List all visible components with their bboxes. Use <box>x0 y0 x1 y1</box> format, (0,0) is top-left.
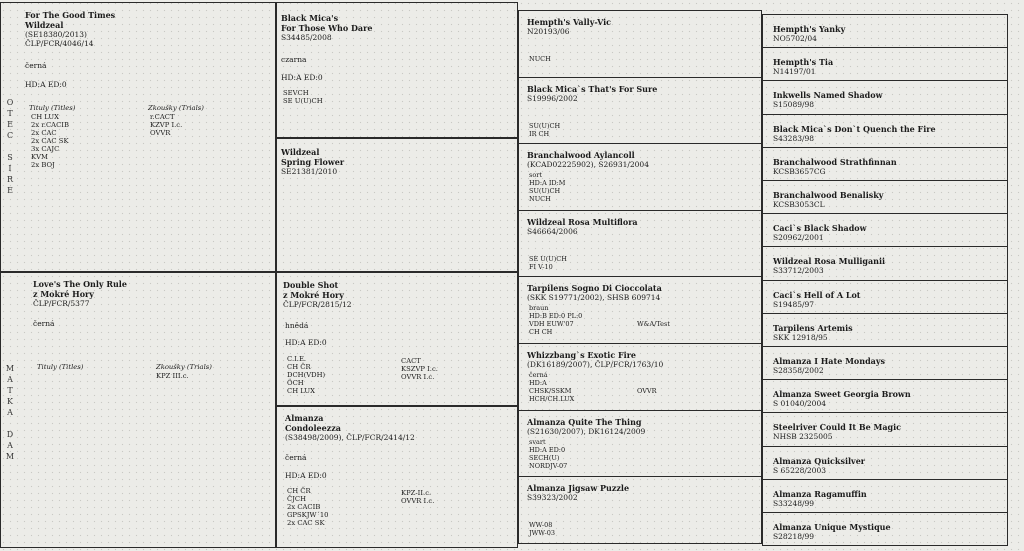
g4-cell-9 <box>762 313 1008 347</box>
sire-title-3: 2x CAC SK <box>31 137 69 145</box>
g4-reg-2: S15089/98 <box>773 100 815 110</box>
dam-cell <box>0 272 276 548</box>
g3-extra-5-0: černá <box>529 371 548 379</box>
g4-reg-7: S33712/2003 <box>773 266 824 276</box>
g4-reg-15: S28218/99 <box>773 532 815 541</box>
sire-label-letter-8: E <box>7 186 13 195</box>
g2-dd-trial-1: OVVR I.c. <box>401 497 435 505</box>
g2-sd-name-2: Spring Flower <box>281 157 345 167</box>
g4-name-1: Hempth's Tia <box>773 57 834 68</box>
g2-dd-name-1: Almanza <box>285 413 324 423</box>
dam-label-letter-8: M <box>5 452 15 461</box>
dam-label-letter-2: T <box>7 386 13 395</box>
g4-name-10: Almanza I Hate Mondays <box>773 356 885 366</box>
g4-reg-5: KCSB3053CL <box>773 200 825 209</box>
dam-name-1: Love's The Only Rule <box>33 279 127 289</box>
g3-name-5: Whizzbang`s Exotic Fire <box>527 350 637 360</box>
g2-ds-trial-1: KSZVP I.c. <box>401 365 438 373</box>
g4-cell-11 <box>762 379 1008 413</box>
g2-ds-hd: HD:A ED:0 <box>285 338 327 347</box>
g3-extra-7-0: WW-08 <box>529 521 553 530</box>
g4-name-0: Hempth's Yanky <box>773 24 846 34</box>
sire-title-4: 3x CAJC <box>31 145 60 153</box>
g4-name-9: Tarpilens Artemis <box>773 322 853 333</box>
g4-name-5: Branchalwood Benalisky <box>773 190 884 200</box>
g2-ds-title-1: CH ČR <box>287 363 311 371</box>
sire-label-letter-3: C <box>6 131 14 140</box>
g2-ds-trial-2: OVVR I.c. <box>401 373 435 381</box>
dam-name-2: z Mokré Hory <box>33 289 94 299</box>
g2-dd-title-0: CH ČR <box>287 487 311 495</box>
g2-ds-name-2: z Mokré Hory <box>283 290 344 300</box>
g3-extra-right-4: W&A/Test <box>637 320 670 329</box>
dam-titles-head: Tituly (Titles) <box>37 363 84 371</box>
g3-extra-0-0: NUCH <box>529 55 551 63</box>
g2-ss-title-1: SE U(U)CH <box>283 97 323 105</box>
sire-title-1: 2x r.CACIB <box>31 121 69 129</box>
dam-label-letter-3: K <box>7 397 13 406</box>
g3-extra-2-0: sort <box>529 171 542 180</box>
g2-ds-title-3: ÖCH <box>287 379 304 387</box>
g3-extra-6-1: HD:A ED:0 <box>529 445 566 454</box>
g3-reg-5: (DK16189/2007), ČLP/FCR/1763/10 <box>527 360 664 369</box>
g2-ds-title-4: CH LUX <box>287 387 315 395</box>
g4-cell-5 <box>762 180 1008 214</box>
dam-label-letter-6: D <box>6 430 14 439</box>
sire-hd: HD:A ED:0 <box>25 80 67 89</box>
sire-label-letter-0: O <box>6 98 14 107</box>
g4-name-12: Steelriver Could It Be Magic <box>773 422 902 433</box>
g3-extra-right-5: OVVR <box>637 387 657 395</box>
g2-ss-titles <box>283 89 323 105</box>
sire-label-letter-4 <box>3 141 17 152</box>
g3-reg-7: S39323/2002 <box>527 493 578 503</box>
g2-dd-name-2: Condoleezza <box>285 423 341 433</box>
g2-dd-reg: (S38498/2009), ČLP/FCR/2414/12 <box>285 433 415 442</box>
g3-extra-2-1: HD:A ID:M <box>529 179 566 188</box>
g4-cell-6 <box>762 213 1008 247</box>
sire-trials-head: Zkoušky (Trials) <box>148 104 204 112</box>
g2-sd-name-1: Wildzeal <box>281 147 320 157</box>
sire-titles-head: Tituly (Titles) <box>29 104 76 112</box>
dam-reg-1: ČLP/FCR/5377 <box>33 299 90 308</box>
g4-cell-3 <box>762 114 1008 148</box>
g2-ss-color: czarna <box>281 55 307 64</box>
g4-cell-8 <box>762 280 1008 314</box>
g4-cell-0 <box>762 14 1008 48</box>
g3-reg-0: N20193/06 <box>527 27 570 36</box>
g4-name-8: Caci`s Hell of A Lot <box>773 289 861 300</box>
g4-reg-1: N14197/01 <box>773 67 816 77</box>
sire-label-letter-2: E <box>7 120 13 129</box>
g4-name-3: Black Mica`s Don`t Quench the Fire <box>773 123 936 134</box>
g2-sire-sire <box>276 2 518 138</box>
g3-extra-6-2: SECH(U) <box>529 453 560 462</box>
g4-cell-14 <box>762 479 1008 513</box>
sire-label-letter-6: I <box>8 164 12 173</box>
g4-cell-15 <box>762 512 1008 546</box>
g3-extra-3-1: FI V-10 <box>529 262 553 271</box>
g2-ds-title-0: C.I.E. <box>287 355 307 363</box>
g2-ds-color: hnědá <box>285 321 309 330</box>
g2-dd-titles <box>287 487 329 527</box>
sire-title-6: 2x BOJ <box>31 161 55 169</box>
dam-label-letter-4: A <box>7 408 13 417</box>
g3-name-6: Almanza Quite The Thing <box>527 416 642 427</box>
g4-name-7: Wildzeal Rosa Mulliganii <box>773 256 886 267</box>
dam-label-letter-5 <box>3 418 17 429</box>
g3-extra-2-3: NUCH <box>529 195 551 204</box>
sire-title-5: KVM <box>31 153 48 161</box>
g2-ss-reg: S34485/2008 <box>281 33 332 42</box>
g3-extra-4-0: braun <box>529 304 549 313</box>
sire-trial-2: OVVR <box>150 129 171 137</box>
g3-reg-1: S19996/2002 <box>527 93 578 103</box>
g3-extra-6-3: NORDJV-07 <box>529 461 568 470</box>
g2-dd-trial-0: KPZ-II.c. <box>401 489 432 497</box>
sire-side-label <box>3 97 17 196</box>
g4-cell-10 <box>762 346 1008 380</box>
g2-sd-reg: SE21381/2010 <box>281 167 338 176</box>
g2-ds-titles <box>287 355 325 395</box>
g4-name-11: Almanza Sweet Georgia Brown <box>773 389 911 400</box>
g4-cell-4 <box>762 147 1008 181</box>
g3-reg-4: (SKK S19771/2002), SHSB 609714 <box>527 293 661 303</box>
g2-dd-title-3: GPSKJW´10 <box>287 511 329 519</box>
g3-cell-4 <box>518 276 762 344</box>
g3-extra-2-2: SU(U)CH <box>529 187 561 196</box>
g4-reg-13: S 65228/2003 <box>773 465 826 475</box>
g3-reg-3: S46664/2006 <box>527 226 578 236</box>
g2-dam-sire <box>276 272 518 406</box>
g4-reg-14: S33248/99 <box>773 498 815 508</box>
g2-ss-name-2: For Those Who Dare <box>281 23 373 33</box>
g2-dd-color: černá <box>285 453 307 462</box>
sire-reg-2: ČLP/FCR/4046/14 <box>25 39 94 48</box>
dam-label-letter-1: A <box>7 375 13 384</box>
g3-reg-2: (KCAD02225902), S26931/2004 <box>527 160 649 170</box>
g2-ds-trial-0: CACT <box>401 357 421 365</box>
g3-extra-5-1: HD:A <box>529 379 547 387</box>
g3-cell-7 <box>518 476 762 544</box>
g4-cell-7 <box>762 246 1008 280</box>
g2-ss-name-1: Black Mica's <box>281 13 339 23</box>
sire-titles <box>31 113 69 169</box>
g3-extra-1-0: SU(U)CH <box>529 121 561 130</box>
g2-dd-trials <box>401 489 434 505</box>
sire-label-letter-1: T <box>7 109 13 118</box>
g4-reg-3: S43283/98 <box>773 133 815 143</box>
g3-extra-4-2: VDH EUW'07 <box>529 320 574 329</box>
dam-side-label <box>3 363 17 462</box>
g2-dd-hd: HD:A ED:0 <box>285 471 327 480</box>
g4-reg-8: S19485/97 <box>773 299 815 309</box>
g2-ss-title-0: SEVCH <box>283 89 309 97</box>
sire-trial-0: r.CACT <box>150 113 175 121</box>
sire-title-2: 2x CAC <box>31 129 57 137</box>
g2-ds-name-1: Double Shot <box>283 280 339 290</box>
g4-reg-11: S 01040/2004 <box>773 399 826 409</box>
g3-cell-3 <box>518 210 762 278</box>
g3-extra-5-3: HCH/CH.LUX <box>529 395 575 403</box>
g4-reg-10: S28358/2002 <box>773 366 824 375</box>
g3-extra-3-0: SE U(U)CH <box>529 254 567 263</box>
g3-cell-6 <box>518 410 762 478</box>
g3-name-3: Wildzeal Rosa Multiflora <box>527 216 638 227</box>
g2-ds-reg: ČLP/FCR/2815/12 <box>283 300 352 309</box>
g3-name-2: Branchalwood Aylancoll <box>527 150 635 161</box>
g3-cell-1 <box>518 77 762 145</box>
g2-dd-title-4: 2x CAC SK <box>287 519 325 527</box>
g3-cell-2 <box>518 143 762 211</box>
sire-cell <box>0 2 276 272</box>
g3-cell-5 <box>518 343 762 411</box>
g3-extra-1-1: IR CH <box>529 129 550 138</box>
sire-title-0: CH LUX <box>31 113 59 121</box>
g3-name-4: Tarpilens Sogno Di Cioccolata <box>527 283 662 294</box>
g4-reg-4: KCSB3657CG <box>773 166 826 176</box>
g2-ds-trials <box>401 357 438 381</box>
g3-name-0: Hempth's Vally-Vic <box>527 17 612 27</box>
g2-sire-dam <box>276 138 518 272</box>
g4-name-4: Branchalwood Strathfinnan <box>773 156 897 167</box>
g4-name-6: Caci`s Black Shadow <box>773 223 867 234</box>
sire-color: černá <box>25 61 47 70</box>
g3-reg-6: (S21630/2007), DK16124/2009 <box>527 426 646 436</box>
g2-dam-dam <box>276 406 518 548</box>
g4-name-2: Inkwells Named Shadow <box>773 90 883 101</box>
g3-extra-5-2: CHSK/SSKM <box>529 387 572 395</box>
g4-name-13: Almanza Quicksilver <box>773 455 865 466</box>
g4-reg-12: NHSB 2325005 <box>773 432 833 442</box>
dam-label-letter-7: A <box>7 441 13 450</box>
g4-reg-6: S20962/2001 <box>773 233 824 243</box>
dam-label-letter-0: M <box>5 364 15 373</box>
g4-reg-0: NO5702/04 <box>773 34 817 43</box>
g4-cell-13 <box>762 446 1008 480</box>
g3-name-7: Almanza Jigsaw Puzzle <box>527 483 630 494</box>
g4-reg-9: SKK 12918/95 <box>773 332 828 342</box>
g3-extra-7-1: JWW-03 <box>529 529 555 538</box>
dam-trial-0: KPZ III.c. <box>156 372 189 380</box>
g3-extra-4-1: HD:B ED:0 PL:0 <box>529 312 583 321</box>
g3-name-1: Black Mica`s That's For Sure <box>527 83 658 94</box>
g2-ds-title-2: DCH(VDH) <box>287 371 326 379</box>
g4-name-15: Almanza Unique Mystique <box>773 522 891 532</box>
g4-cell-12 <box>762 412 1008 446</box>
sire-label-letter-7: R <box>6 175 14 184</box>
sire-name-1: For The Good Times <box>25 10 116 20</box>
sire-reg-1: (SE18380/2013) <box>25 30 87 39</box>
sire-label-letter-5: S <box>7 153 13 162</box>
g3-extra-4-3: CH CH <box>529 328 553 337</box>
dam-trials <box>156 372 189 380</box>
g4-name-14: Almanza Ragamuffin <box>773 488 867 499</box>
sire-trial-1: KZVP I.c. <box>150 121 183 129</box>
sire-trials <box>150 113 182 137</box>
dam-trials-head: Zkoušky (Trials) <box>156 363 212 371</box>
dam-color: černá <box>33 319 55 328</box>
g3-extra-6-0: svart <box>529 437 546 446</box>
g2-dd-title-2: 2x CACIB <box>287 503 321 511</box>
g4-cell-2 <box>762 80 1008 114</box>
sire-name-2: Wildzeal <box>25 20 64 30</box>
g2-ss-hd: HD:A ED:0 <box>281 73 323 82</box>
g3-cell-0 <box>518 10 762 78</box>
g2-dd-title-1: ČJCH <box>287 495 307 503</box>
g4-cell-1 <box>762 47 1008 81</box>
